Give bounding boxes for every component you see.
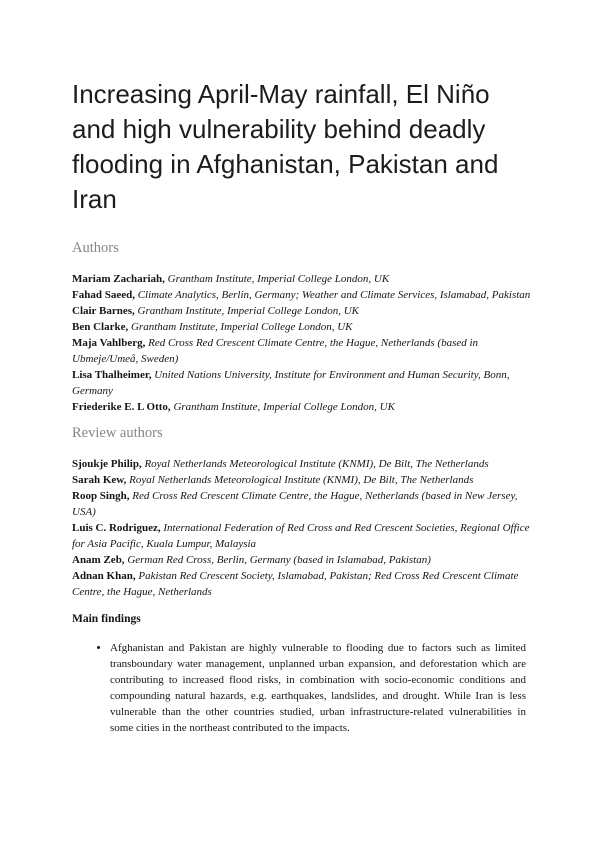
author-name: Ben Clarke, (72, 321, 129, 333)
author-entry (72, 520, 538, 552)
author-affiliation: German Red Cross, Berlin, Germany (based in Islamabad, Pakistan) (127, 554, 431, 566)
main-findings-list (72, 640, 526, 736)
author-name: Luis C. Rodriguez, (72, 522, 161, 534)
author-name: Sjoukje Philip, (72, 458, 142, 470)
main-findings-heading: Main findings (72, 613, 141, 625)
author-name: Sarah Kew, (72, 474, 127, 486)
author-affiliation: Pakistan Red Crescent Society, Islamabad, Pakistan; Red Cross Red Crescent Climate Centre, the Hague, Netherlands (72, 570, 519, 598)
author-name: Maja Vahlberg, (72, 337, 146, 349)
document-title (72, 77, 538, 217)
author-entry (72, 319, 538, 335)
author-entry (72, 271, 538, 287)
author-entry (72, 456, 538, 472)
author-entry (72, 335, 538, 367)
author-name: Adnan Khan, (72, 570, 136, 582)
author-entry (72, 303, 538, 319)
author-affiliation: Grantham Institute, Imperial College London, UK (137, 305, 360, 317)
author-name: Friederike E. L Otto, (72, 401, 171, 413)
finding-bullet: • Afghanistan and Pakistan are highly vulnerable to flooding due to factors such as limited transboundary water management, unplanned urban expansion, and deforestation which are contributing to increased flood risks, in combination with socio-economic conditions and compounding natural hazards, e.g. earthquakes, landslides, and drought. While Iran is less vulnerable than the other countries studied, urban infrastructure-related vulnerabilities in some cities in the northeast contributed to the impacts. (110, 640, 526, 736)
review-authors-list (72, 456, 538, 600)
author-entry (72, 488, 538, 520)
author-entry (72, 568, 538, 600)
author-name: Roop Singh, (72, 490, 130, 502)
author-name: Anam Zeb, (72, 554, 125, 566)
author-entry (72, 399, 538, 415)
author-name: Clair Barnes, (72, 305, 135, 317)
author-affiliation: Grantham Institute, Imperial College London, UK (167, 273, 390, 285)
author-name: Mariam Zachariah, (72, 273, 165, 285)
author-affiliation: Royal Netherlands Meteorological Institute (KNMI), De Bilt, The Netherlands (144, 458, 489, 470)
author-affiliation: United Nations University, Institute for Environment and Human Security, Bonn, Germany (72, 369, 510, 397)
author-affiliation: Climate Analytics, Berlin, Germany; Weather and Climate Services, Islamabad, Pakistan (137, 289, 531, 301)
author-affiliation: Red Cross Red Crescent Climate Centre, the Hague, Netherlands (based in New Jersey, USA) (72, 490, 518, 518)
review-authors-heading: Review authors (72, 425, 163, 441)
author-affiliation: Red Cross Red Crescent Climate Centre, the Hague, Netherlands (based in Ubmeje/Umeå, Sweden) (72, 337, 479, 365)
author-affiliation: Grantham Institute, Imperial College London, UK (130, 321, 353, 333)
author-entry (72, 552, 538, 568)
author-affiliation: Royal Netherlands Meteorological Institute (KNMI), De Bilt, The Netherlands (129, 474, 474, 486)
author-name: Lisa Thalheimer, (72, 369, 152, 381)
author-affiliation: International Federation of Red Cross and Red Crescent Societies, Regional Office for Asia Pacific, Kuala Lumpur, Malaysia (72, 522, 530, 550)
author-name: Fahad Saeed, (72, 289, 135, 301)
author-affiliation: Grantham Institute, Imperial College London, UK (173, 401, 395, 413)
authors-list (72, 271, 538, 415)
authors-heading: Authors (72, 240, 119, 256)
title-line: and high vulnerability behind deadly (72, 114, 486, 144)
title-line: flooding in Afghanistan, Pakistan and (72, 149, 499, 179)
title-line: Iran (72, 184, 117, 214)
author-entry (72, 472, 538, 488)
author-entry (72, 287, 538, 303)
author-entry (72, 367, 538, 399)
title-line: Increasing April-May rainfall, El Niño (72, 79, 490, 109)
